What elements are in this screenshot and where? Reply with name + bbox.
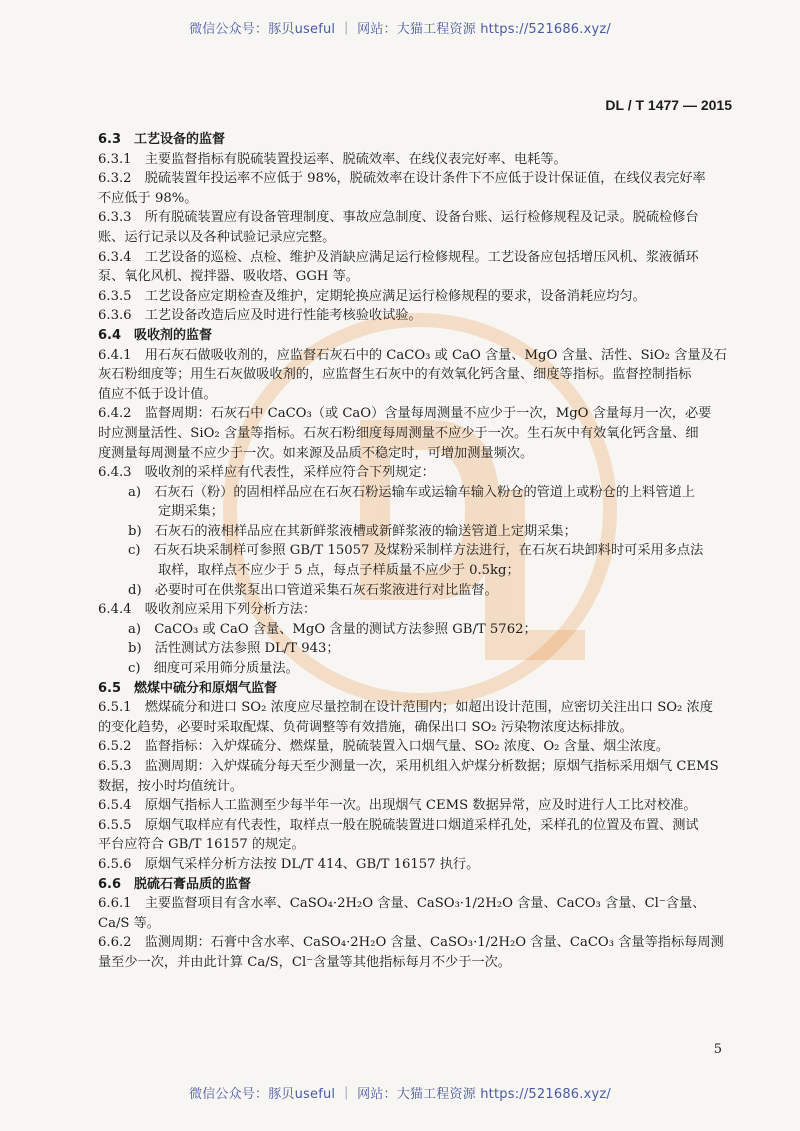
text-line: 取样，取样点不应少于 5 点，每点子样质量不应少于 0.5kg； <box>158 563 520 579</box>
text-line: 6.3.1 主要监督指标有脱硫装置投运率、脱硫效率、在线仪表完好率、电耗等。 <box>98 151 567 167</box>
text-line: c) 石灰石块采制样可参照 GB/T 15057 及煤粉采制样方法进行，在石灰石块卸料时可采用多点法 <box>128 543 704 559</box>
text-line: 定期采集； <box>158 504 224 520</box>
text-line: 6.4.3 吸收剂的采样应有代表性，采样应符合下列规定： <box>98 465 435 481</box>
text-line: 6.3.2 脱硫装置年投运率不应低于 98%，脱硫效率在设计条件下不应低于设计保证值，在线仪表完好率 <box>98 171 706 187</box>
text-line: 6.4.2 监督周期：石灰石中 CaCO₃（或 CaO）含量每周测量不应少于一次，MgO 含量每月一次，必要 <box>98 406 712 422</box>
text-line: 值应不低于设计值。 <box>98 386 217 402</box>
text-line: 6.5.2 监督指标：入炉煤硫分、燃煤量，脱硫装置入口烟气量、SO₂ 浓度、O₂ 含量、烟尘浓度。 <box>98 739 670 755</box>
section-heading: 6.4 吸收剂的监督 <box>98 327 213 343</box>
bottom-banner: 微信公众号：豚贝useful ｜ 网站：大猫工程资源 https://521686.xyz/ <box>189 1087 611 1102</box>
text-line: 6.6.2 监测周期：石膏中含水率、CaSO₄·2H₂O 含量、CaSO₃·1/2H₂O 含量、CaCO₃ 含量等指标每周测 <box>98 935 724 951</box>
text-line: 6.4.1 用石灰石做吸收剂的，应监督石灰石中的 CaCO₃ 或 CaO 含量、MgO 含量、活性、SiO₂ 含量及石 <box>98 347 727 363</box>
text-line: b) 活性测试方法参照 DL/T 943； <box>128 641 340 657</box>
section-heading: 6.6 脱硫石膏品质的监督 <box>98 876 252 892</box>
text-line: 平台应符合 GB/T 16157 的规定。 <box>98 837 305 853</box>
text-line: 6.6.1 主要监督项目有含水率、CaSO₄·2H₂O 含量、CaSO₃·1/2H₂O 含量、CaCO₃ 含量、Cl⁻含量、 <box>98 896 706 912</box>
text-line: d) 必要时可在供浆泵出口管道采集石灰石浆液进行对比监督。 <box>128 582 498 598</box>
text-line: 数据，按小时均值统计。 <box>98 778 244 794</box>
text-line: 6.3.3 所有脱硫装置应有设备管理制度、事故应急制度、设备台账、运行检修规程及记录。脱硫检修台 <box>98 210 699 226</box>
text-line: c) 细度可采用筛分质量法。 <box>128 661 299 677</box>
text-line: 时应测量活性、SiO₂ 含量等指标。石灰石粉细度每周测量不应少于一次。生石灰中有效氧化钙含量、细 <box>98 425 699 441</box>
text-line: 6.3.6 工艺设备改造后应及时进行性能考核验收试验。 <box>98 308 422 324</box>
document-code: DL / T 1477 — 2015 <box>605 97 732 113</box>
text-line: 灰石粉细度等；用生石灰做吸收剂的，应监督生石灰中的有效氧化钙含量、细度等指标。监督控制指标 <box>98 367 692 383</box>
top-banner: 微信公众号：豚贝useful ｜ 网站：大猫工程资源 https://521686.xyz/ <box>189 22 611 37</box>
text-line: 6.5.4 原烟气指标人工监测至少每半年一次。出现烟气 CEMS 数据异常，应及时进行人工比对校准。 <box>98 798 697 814</box>
text-line: 6.3.4 工艺设备的巡检、点检、维护及消缺应满足运行检修规程。工艺设备应包括增压风机、浆液循环 <box>98 249 699 265</box>
text-line: 不应低于 98%。 <box>98 190 198 206</box>
text-line: 6.3.5 工艺设备应定期检查及维护，定期轮换应满足运行检修规程的要求，设备消耗应均匀。 <box>98 288 646 304</box>
section-heading: 6.3 工艺设备的监督 <box>98 132 226 147</box>
text-line: 账、运行记录以及各种试验记录应完整。 <box>98 229 336 245</box>
text-line: 量至少一次，并由此计算 Ca/S，Cl⁻含量等其他指标每月不少于一次。 <box>98 954 511 970</box>
text-line: 6.5.5 原烟气取样应有代表性，取样点一般在脱硫装置进口烟道采样孔处，采样孔的位置及布置、测试 <box>98 817 699 833</box>
document-body <box>98 130 732 973</box>
text-line: Ca/S 等。 <box>98 915 160 931</box>
section-heading: 6.5 燃煤中硫分和原烟气监督 <box>98 680 278 696</box>
text-line: b) 石灰石的液相样品应在其新鲜浆液槽或新鲜浆液的输送管道上定期采集； <box>128 523 577 539</box>
text-line: 度测量每周测量不应少于一次。如来源及品质不稳定时，可增加测量频次。 <box>98 445 534 461</box>
text-line: 6.5.6 原烟气采样分析方法按 DL/T 414、GB/T 16157 执行。 <box>98 856 480 872</box>
text-line: 6.4.4 吸收剂应采用下列分析方法： <box>98 602 317 618</box>
text-line: a) 石灰石（粉）的固相样品应在石灰石粉运输车或运输车输入粉仓的管道上或粉仓的上料管道上 <box>128 484 695 500</box>
text-line: a) CaCO₃ 或 CaO 含量、MgO 含量的测试方法参照 GB/T 5762； <box>128 621 537 637</box>
text-line: 泵、氧化风机、搅拌器、吸收塔、GGH 等。 <box>98 269 359 285</box>
text-line: 的变化趋势，必要时采取配煤、负荷调整等有效措施，确保出口 SO₂ 污染物浓度达标排放。 <box>98 719 633 735</box>
text-line: 6.5.1 燃煤硫分和进口 SO₂ 浓度应尽量控制在设计范围内；如超出设计范围，应密切关注出口 SO₂ 浓度 <box>98 700 713 716</box>
page-number: 5 <box>713 1042 722 1057</box>
text-line: 6.5.3 监测周期：入炉煤硫分每天至少测量一次，采用机组入炉煤分析数据；原烟气指标采用烟气 CEMS <box>98 759 719 774</box>
